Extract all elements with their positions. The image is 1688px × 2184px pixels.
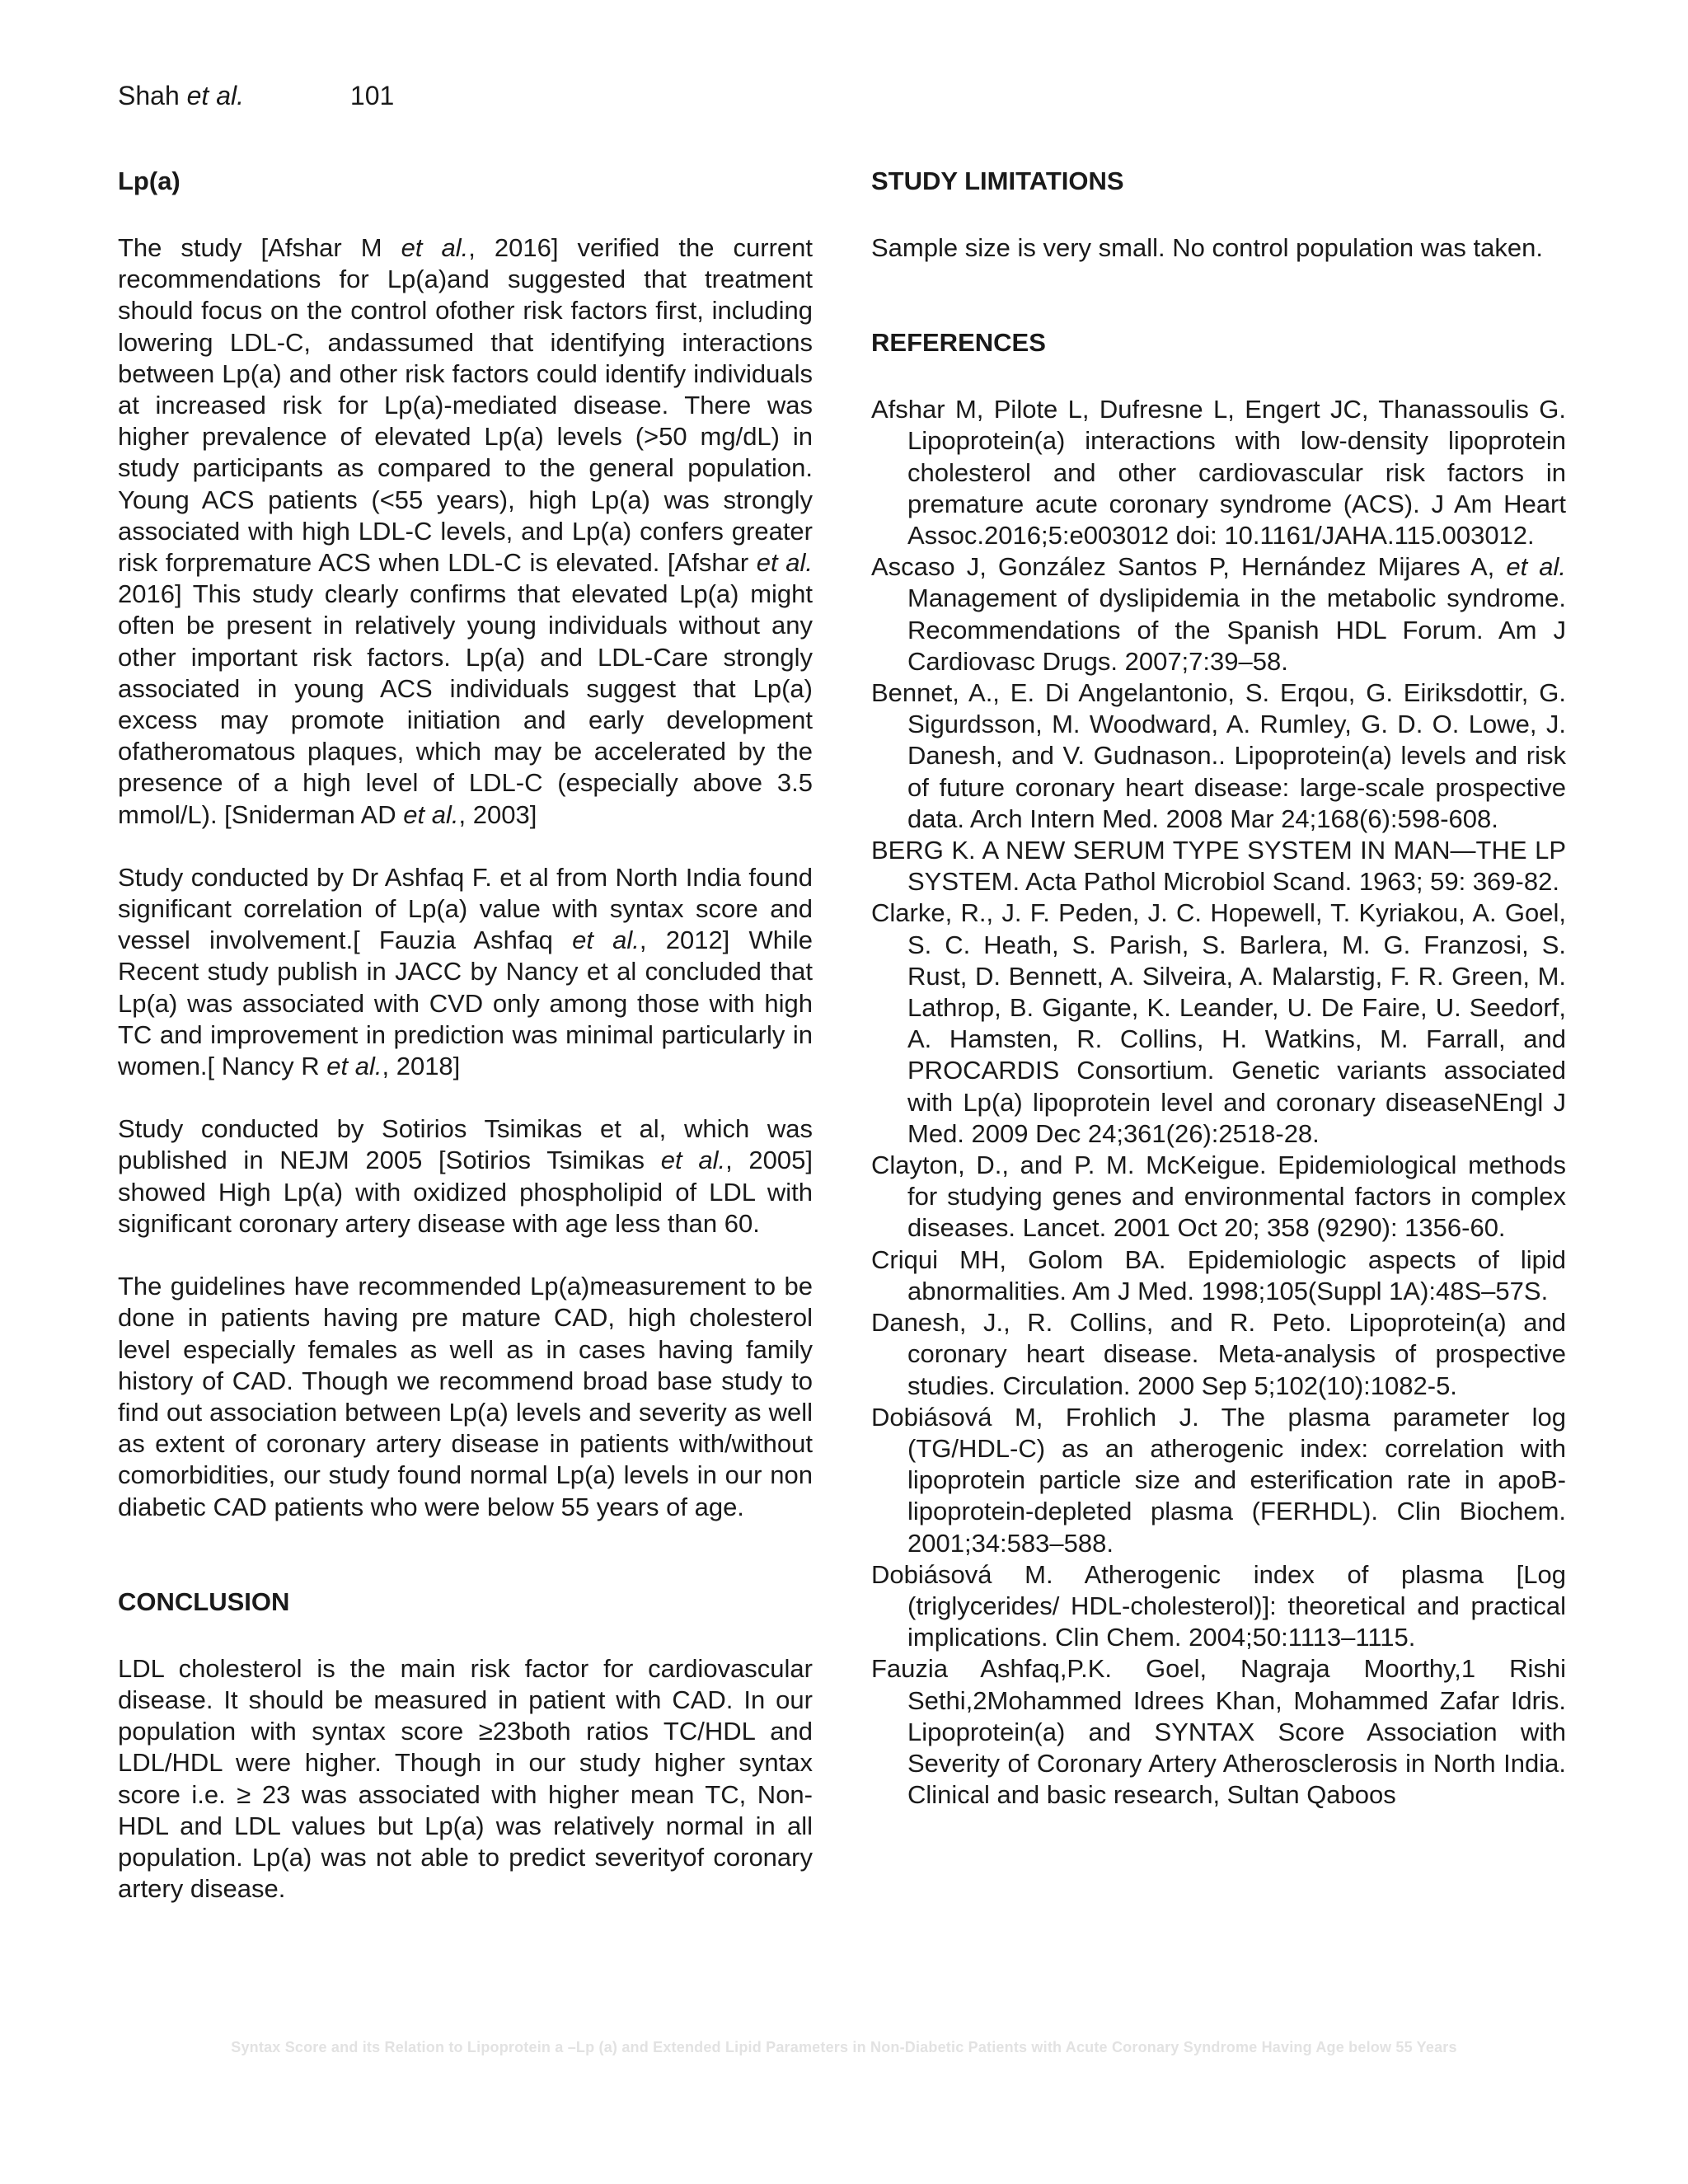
- page-number: 101: [349, 81, 395, 110]
- limitations-heading: STUDY LIMITATIONS: [871, 166, 1124, 195]
- reference-item: Fauzia Ashfaq,P.K. Goel, Nagraja Moorthy,1 Rishi Sethi,2Mohammed Idrees Khan, Mohammed Zafar Idris. Lipoprotein(a) and SYNTAX Score Association with Severity of Coronary Artery Atherosclerosis in North India. Clinical and basic research, Sultan Qaboos: [871, 1654, 1566, 1810]
- header-author: Shah: [118, 81, 187, 110]
- reference-list: [871, 394, 1566, 1811]
- reference-item: Danesh, J., R. Collins, and R. Peto. Lipoprotein(a) and coronary heart disease. Meta-analysis of prospective studies. Circulation. 2000 Sep 5;102(10):1082-5.: [871, 1308, 1566, 1400]
- conclusion-paragraph: LDL cholesterol is the main risk factor for cardiovascular disease. It should be measured in patient with CAD. In our population with syntax score ≥23both ratios TC/HDL and LDL/HDL were higher. Though in our study higher syntax score i.e. ≥ 23 was associated with higher mean TC, Non-HDL and LDL values but Lp(a) was relatively normal in all population. Lp(a) was not able to predict severityof coronary artery disease.: [118, 1653, 813, 1904]
- lpa-paragraph-4: The guidelines have recommended Lp(a)measurement to be done in patients having pre mature CAD, high cholesterol level especially females as well as in cases having family history of CAD. Though we recommend broad base study to find out association between Lp(a) levels and severity as well as extent of coronary artery disease in patients with/without comorbidities, our study found normal Lp(a) levels in our non diabetic CAD patients who were below 55 years of age.: [118, 1272, 813, 1521]
- reference-item: Ascaso J, González Santos P, Hernández Mijares A, et al. Management of dyslipidemia in the metabolic syndrome. Recommendations of the Spanish HDL Forum. Am J Cardiovasc Drugs. 2007;7:39–58.: [871, 552, 1567, 676]
- lpa-heading: Lp(a): [118, 166, 181, 195]
- reference-item: BERG K. A NEW SERUM TYPE SYSTEM IN MAN—THE LP SYSTEM. Acta Pathol Microbiol Scand. 1963; 59: 369-82.: [871, 836, 1566, 897]
- reference-item: Clayton, D., and P. M. McKeigue. Epidemiological methods for studying genes and environmental factors in complex diseases. Lancet. 2001 Oct 20; 358 (9290): 1356-60.: [871, 1151, 1566, 1243]
- lpa-paragraph-2: Study conducted by Dr Ashfaq F. et al from North India found significant correlation of Lp(a) value with syntax score and vessel involvement.[ Fauzia Ashfaq et al., 2012] While Recent study publish in JACC by Nancy et al concluded that Lp(a) was associated with CVD only among those with high TC and improvement in prediction was minimal particularly in women.[ Nancy R et al., 2018]: [118, 862, 814, 1081]
- page-header: [118, 79, 394, 112]
- references-heading: REFERENCES: [871, 328, 1046, 358]
- reference-item: Dobiásová M. Atherogenic index of plasma [Log (triglycerides/ HDL-cholesterol)]: theoretical and practical implications. Clin Chem. 2004;50:1113–1115.: [871, 1559, 1566, 1652]
- limitations-paragraph: Sample size is very small. No control population was taken.: [871, 233, 1543, 262]
- lpa-paragraph-3: Study conducted by Sotirios Tsimikas et al, which was published in NEJM 2005 [Sotirios Tsimikas et al., 2005] showed High Lp(a) with oxidized phospholipid of LDL with significant coronary artery disease with age less than 60.: [118, 1114, 813, 1238]
- reference-item: Criqui MH, Golom BA. Epidemiologic aspects of lipid abnormalities. Am J Med. 1998;105(Suppl 1A):48S–57S.: [871, 1244, 1566, 1305]
- left-column: [118, 165, 813, 1905]
- header-etal: et al.: [186, 81, 244, 110]
- running-footer: Syntax Score and its Relation to Lipoprotein a –Lp (a) and Extended Lipid Parameters in Non-Diabetic Patients with Acute Coronary Syndrome Having Age below 55 Years: [231, 2039, 1457, 2055]
- reference-item: Clarke, R., J. F. Peden, J. C. Hopewell, T. Kyriakou, A. Goel, S. C. Heath, S. Parish, S. Barlera, M. G. Franzosi, S. Rust, D. Bennett, A. Silveira, A. Malarstig, F. R. Green, M. Lathrop, B. Gigante, K. Leander, U. De Faire, U. Seedorf, A. Hamsten, R. Collins, H. Watkins, M. Farrall, and PROCARDIS Consortium. Genetic variants associated with Lp(a) lipoprotein level and coronary diseaseNEngl J Med. 2009 Dec 24;361(26):2518-28.: [871, 898, 1566, 1148]
- reference-item: Dobiásová M, Frohlich J. The plasma parameter log (TG/HDL-C) as an atherogenic index: correlation with lipoprotein particle size and esterification rate in apoB-lipoprotein-depleted plasma (FERHDL). Clin Biochem. 2001;34:583–588.: [871, 1402, 1566, 1558]
- lpa-paragraph-1: The study [Afshar M et al., 2016] verified the current recommendations for Lp(a)and suggested that treatment should focus on the control ofother risk factors first, including lowering LDL-C, andassumed that identifying interactions between Lp(a) and other risk factors could identify individuals at increased risk for Lp(a)-mediated disease. There was higher prevalence of elevated Lp(a) levels (>50 mg/dL) in study participants as compared to the general population. Young ACS patients (<55 years), high Lp(a) was strongly associated with high LDL-C levels, and Lp(a) confers greater risk forpremature ACS when LDL-C is elevated. [Afshar et al. 2016] This study clearly confirms that elevated Lp(a) might often be present in relatively young individuals without any other important risk factors. Lp(a) and LDL-Care strongly associated in young ACS individuals suggest that Lp(a) excess may promote initiation and early development ofatheromatous plaques, which may be accelerated by the presence of a high level of LDL-C (especially above 3.5 mmol/L). [Sniderman AD et al., 2003]: [118, 233, 813, 829]
- reference-item: Bennet, A., E. Di Angelantonio, S. Erqou, G. Eiriksdottir, G. Sigurdsson, M. Woodward, A. Rumley, G. D. O. Lowe, J. Danesh, and V. Gudnason.. Lipoprotein(a) levels and risk of future coronary heart disease: large-scale prospective data. Arch Intern Med. 2008 Mar 24;168(6):598-608.: [871, 678, 1566, 833]
- conclusion-heading: CONCLUSION: [118, 1586, 290, 1616]
- right-column: [871, 165, 1566, 1811]
- reference-item: Afshar M, Pilote L, Dufresne L, Engert JC, Thanassoulis G. Lipoprotein(a) interactions with low-density lipoprotein cholesterol and other cardiovascular risk factors in premature acute coronary syndrome (ACS). J Am Heart Assoc.2016;5:e003012 doi: 10.1161/JAHA.115.003012.: [871, 395, 1566, 551]
